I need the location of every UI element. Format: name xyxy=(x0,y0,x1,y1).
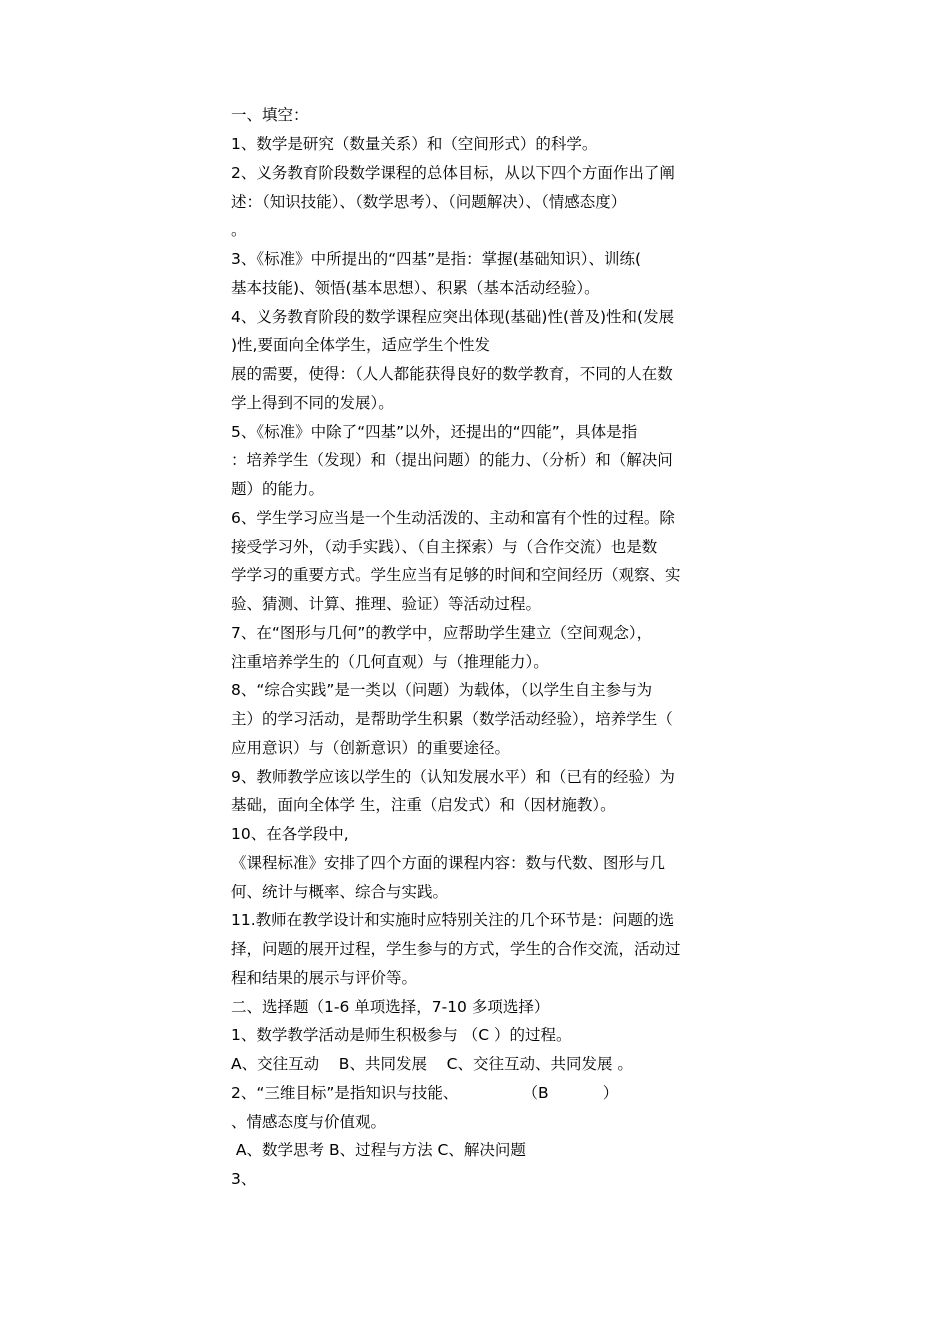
fill-in-question-5-line-3: 题）的能力。 xyxy=(231,480,325,498)
fill-in-question-1: 1、数学是研究（数量关系）和（空间形式）的科学。 xyxy=(231,135,598,153)
fill-in-question-4-line-3: 展的需要，使得：（人人都能获得良好的数学教育，不同的人在数 xyxy=(231,365,673,383)
fill-in-question-5-line-1: 5、《标准》中除了“四基”以外，还提出的“四能”，具体是指 xyxy=(231,423,638,441)
fill-in-question-11-line-1: 11.教师在教学设计和实施时应特别关注的几个环节是：问题的选 xyxy=(231,911,675,929)
choice-question-1-options: A、交往互动 B、共同发展 C、交往互动、共同发展 。 xyxy=(231,1055,633,1073)
fill-in-question-8-line-2: 主）的学习活动，是帮助学生积累（数学活动经验），培养学生（ xyxy=(231,710,673,728)
section-heading-fill-in: 一、填空： xyxy=(231,106,309,124)
fill-in-question-10-line-1: 10、在各学段中, xyxy=(231,825,349,843)
fill-in-question-6-line-1: 6、学生学习应当是一个生动活泼的、主动和富有个性的过程。除 xyxy=(231,509,675,527)
fill-in-question-6-line-2: 接受学习外，（动手实践）、（自主探索）与（合作交流）也是数 xyxy=(231,538,658,556)
choice-question-2-options: A、数学思考 B、过程与方法 C、解决问题 xyxy=(231,1141,526,1159)
fill-in-question-11-line-3: 程和结果的展示与评价等。 xyxy=(231,969,418,987)
fill-in-question-8-line-3: 应用意识）与（创新意识）的重要途径。 xyxy=(231,739,511,757)
fill-in-question-2-line-3: 。 xyxy=(231,221,247,239)
choice-question-2-line-2: 、情感态度与价值观。 xyxy=(231,1113,387,1131)
fill-in-question-7-line-1: 7、在“图形与几何”的教学中，应帮助学生建立（空间观念）， xyxy=(231,624,653,642)
fill-in-question-3-line-1: 3、《标准》中所提出的“四基”是指：掌握(基础知识）、训练( xyxy=(231,250,642,268)
fill-in-question-6-line-4: 验、猜测、计算、推理、验证）等活动过程。 xyxy=(231,595,542,613)
fill-in-question-9-line-2: 基础，面向全体学 生，注重（启发式）和（因材施教）。 xyxy=(231,796,616,814)
fill-in-question-4-line-2: )性,要面向全体学生，适应学生个性发 xyxy=(231,336,490,354)
choice-question-3: 3、 xyxy=(231,1170,257,1188)
fill-in-question-4-line-1: 4、义务教育阶段的数学课程应突出体现(基础)性(普及)性和(发展 xyxy=(231,308,675,326)
fill-in-question-6-line-3: 学学习的重要方式。学生应当有足够的时间和空间经历（观察、实 xyxy=(231,566,681,584)
fill-in-question-4-line-4: 学上得到不同的发展）。 xyxy=(231,394,394,412)
choice-question-2-line-1: 2、“三维目标”是指知识与技能、 （B ） xyxy=(231,1084,619,1102)
fill-in-question-10-line-2: 《课程标准》安排了四个方面的课程内容：数与代数、图形与几 xyxy=(231,854,666,872)
fill-in-question-2-line-1: 2、义务教育阶段数学课程的总体目标，从以下四个方面作出了阐 xyxy=(231,164,675,182)
fill-in-question-9-line-1: 9、教师教学应该以学生的（认知发展水平）和（已有的经验）为 xyxy=(231,768,675,786)
fill-in-question-7-line-2: 注重培养学生的（几何直观）与（推理能力）。 xyxy=(231,653,549,671)
fill-in-question-5-line-2: ：培养学生（发现）和（提出问题）的能力、（分析）和（解决问 xyxy=(231,451,673,469)
section-heading-choice: 二、选择题（1-6 单项选择，7-10 多项选择） xyxy=(231,998,550,1016)
fill-in-question-8-line-1: 8、“综合实践”是一类以（问题）为载体，（以学生自主参与为 xyxy=(231,681,653,699)
choice-question-1: 1、数学教学活动是师生积极参与 （C ）的过程。 xyxy=(231,1026,572,1044)
fill-in-question-11-line-2: 择，问题的展开过程，学生参与的方式，学生的合作交流，活动过 xyxy=(231,940,681,958)
fill-in-question-3-line-2: 基本技能)、领悟(基本思想）、积累（基本活动经验）。 xyxy=(231,279,600,297)
fill-in-question-2-line-2: 述：（知识技能）、（数学思考）、（问题解决）、（情感态度） xyxy=(231,193,627,211)
fill-in-question-10-line-3: 何、统计与概率、综合与实践。 xyxy=(231,883,449,901)
